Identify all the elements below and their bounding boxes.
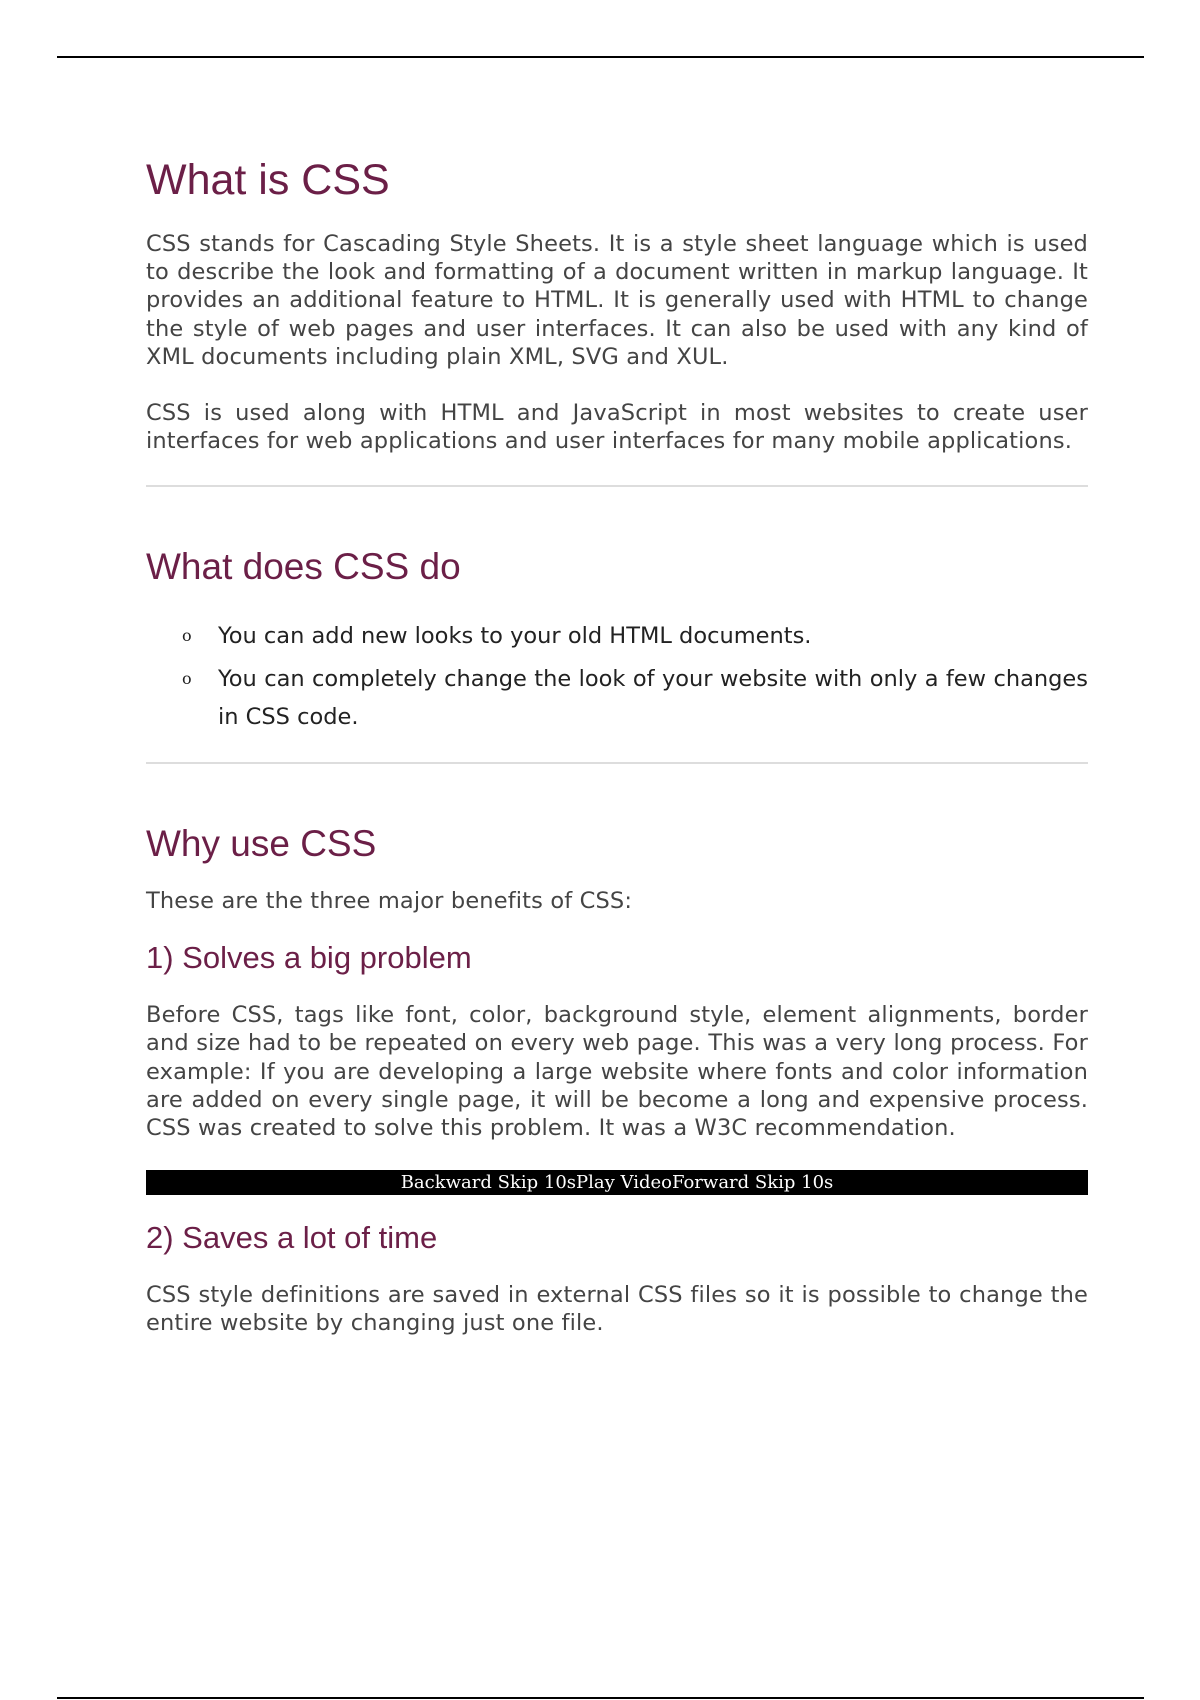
paragraph-what-is-1: CSS stands for Cascading Style Sheets. It is a style sheet language which is used to describe the look and formatting of a document written in markup language. It provides an additional feature to HTML. It is generally used with HTML to change the style of web pages and user interfaces. It can also be used with any kind of XML documents including plain XML, SVG and XUL. [146,231,1088,370]
list-item-text: You can add new looks to your old HTML documents. [218,623,812,650]
css-features-list [146,617,1088,737]
paragraph-what-is-2: CSS is used along with HTML and JavaScript in most websites to create user interfaces for web applications and user interfaces for many mobile applications. [146,400,1088,455]
bullet-marker: o [182,626,192,646]
backward-skip-button[interactable]: Backward Skip 10s [400,1172,577,1194]
list-item-text: You can completely change the look of your website with only a few changes in CSS code. [218,665,1088,731]
benefit-heading-solves-problem: 1) Solves a big problem [146,940,472,976]
benefit-heading-saves-time: 2) Saves a lot of time [146,1220,438,1256]
page-top-rule [57,56,1144,58]
heading-what-is-css: What is CSS [146,156,390,204]
forward-skip-button[interactable]: Forward Skip 10s [671,1172,834,1194]
list-item [182,617,1088,656]
page-bottom-rule [57,1697,1144,1699]
list-item [182,660,1088,737]
benefits-intro: These are the three major benefits of CSS: [146,887,633,914]
section-divider [146,762,1088,764]
heading-why-use-css: Why use CSS [146,822,377,864]
section-divider [146,485,1088,487]
bullet-marker: o [182,668,192,688]
play-video-button[interactable]: Play Video [576,1172,672,1194]
benefit-text-solves-problem: Before CSS, tags like font, color, background style, element alignments, border and size had to be repeated on every web page. This was a very long process. For example: If you are developing a large website where fonts and color information are added on every single page, it will be become a long and expensive process. CSS was created to solve this problem. It was a W3C recommendation. [146,1002,1088,1141]
video-controls-bar [146,1170,1088,1195]
article-content [146,150,1088,1338]
benefit-text-saves-time: CSS style definitions are saved in external CSS files so it is possible to change the entire website by changing just one file. [146,1282,1088,1337]
heading-what-does-css-do: What does CSS do [146,546,461,588]
